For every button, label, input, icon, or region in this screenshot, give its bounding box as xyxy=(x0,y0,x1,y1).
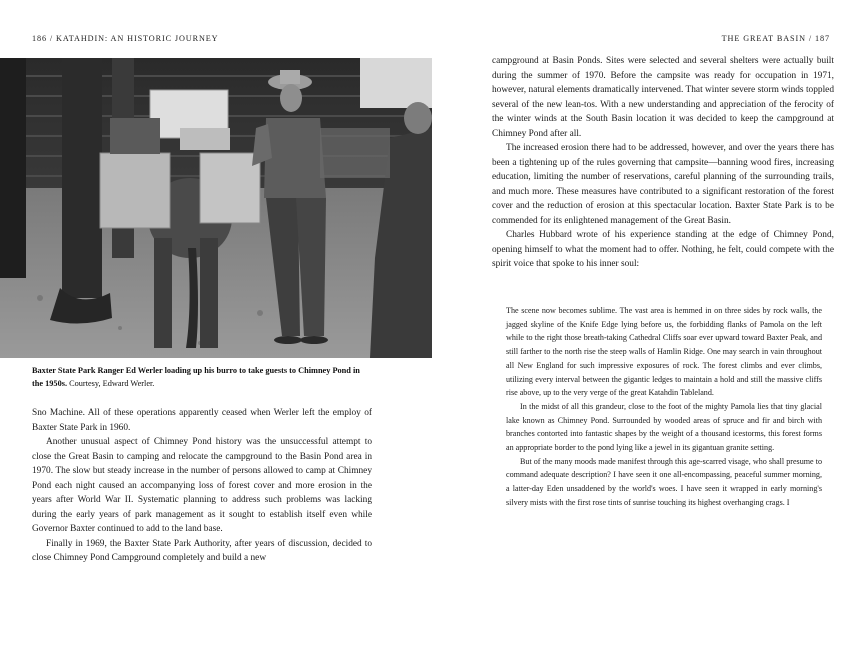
caption-bold: Baxter State Park Ranger Ed Werler loading up his burro to take guests to Chimney Pond in the 1950s. xyxy=(32,366,360,389)
photo-illustration xyxy=(0,58,432,358)
paragraph: Finally in 1969, the Baxter State Park Authority, after years of discussion, decided to close Chimney Pond Campground completely and build a new xyxy=(32,538,372,563)
quote-paragraph: In the midst of all this grandeur, close to the foot of the mighty Pamola lies that tiny glacial lake known as Chimney Pond. Surrounded by wooded areas of spruce and fir and birch with branches contorted into fantastic shapes by the weight of a thousand icestorms, this forest forms an appropriate border to the pond lying like a jewel in its gigantuan granite setting. xyxy=(506,401,822,453)
paragraph: campground at Basin Ponds. Sites were selected and several shelters were actually built during the summer of 1970. Before the campsite was ready for occupation in 1971, however, natural elements dramatically intervened. That winter severe storm winds toppled several of the new lean-tos. With a new understanding and appreciation of the ferocity of the winter winds at the South Basin location it was decided to keep the campground at Chimney Pond after all. xyxy=(492,56,834,139)
quote-paragraph: But of the many moods made manifest through this age-scarred visage, who shall presume to command adequate description? I have seen it one all-encompassing, peaceful summer morning, a latter-day Eden unsaddened by the world's woes. I have seen it wrapped in early morning's silvery mists with the first rose tints of sunrise touching its highest overhanging crags. I xyxy=(506,456,822,507)
photo-ranger-burro xyxy=(0,58,432,358)
caption-credit: Courtesy, Edward Werler. xyxy=(67,379,155,389)
paragraph: Sno Machine. All of these operations apparently ceased when Werler left the employ of Baxter State Park in 1960. xyxy=(32,408,372,433)
running-head-left: 186 / KATAHDIN: AN HISTORIC JOURNEY xyxy=(32,34,219,43)
paragraph: The increased erosion there had to be addressed, however, and over the years there has been a tightening up of the rules governing that campsite—banning wood fires, increasing education, limiting the number of reservations, careful planning of the surrounding trails, and much more. These measures have contributed to a significant restoration of the forest cover and the reduction of erosion at this spectacular location. Baxter State Park is to be commended for its enlightened management of the Great Basin. xyxy=(492,143,834,226)
block-quote xyxy=(506,304,822,510)
photo-caption xyxy=(32,364,372,391)
right-page xyxy=(432,0,864,648)
paragraph: Another unusual aspect of Chimney Pond history was the unsuccessful attempt to close the Great Basin to camping and relocate the campground to the Basin Pond area in 1970. The slow but steady increase in the number of persons allowed to camp at Chimney Pond each night caused an accompanying loss of forest cover and more erosion in the years after World War II. Systematic planning to address such problems was lacking during the early years of park management as it sought to establish itself even while Governor Baxter continued to add to the land base. xyxy=(32,437,372,534)
paragraph: Charles Hubbard wrote of his experience standing at the edge of Chimney Pond, opening himself to what the moment had to offer. Nothing, he felt, could compete with the spirit voice that spoke to his inner soul: xyxy=(492,230,834,269)
quote-paragraph: The scene now becomes sublime. The vast area is hemmed in on three sides by rock walls, the jagged skyline of the Knife Edge lying before us, the forbidding flanks of Pamola on the left while to the right those breath-taking Cathedral Cliffs soar ever upward toward Baxter Peak, and still farther to the north rise the steep walls of Hamlin Ridge. One may search in vain throughout all New England for such impressive exposures of rock. The forest climbs and ever climbs, utilizing every interval between the gigantic ledges to maintain a hold and still the massive cliffs rise above, up to the very verge of the great Katahdin Tableland. xyxy=(506,306,822,398)
running-head-right: THE GREAT BASIN / 187 xyxy=(721,34,830,43)
left-body-text xyxy=(32,406,372,566)
right-body-text xyxy=(492,54,834,272)
